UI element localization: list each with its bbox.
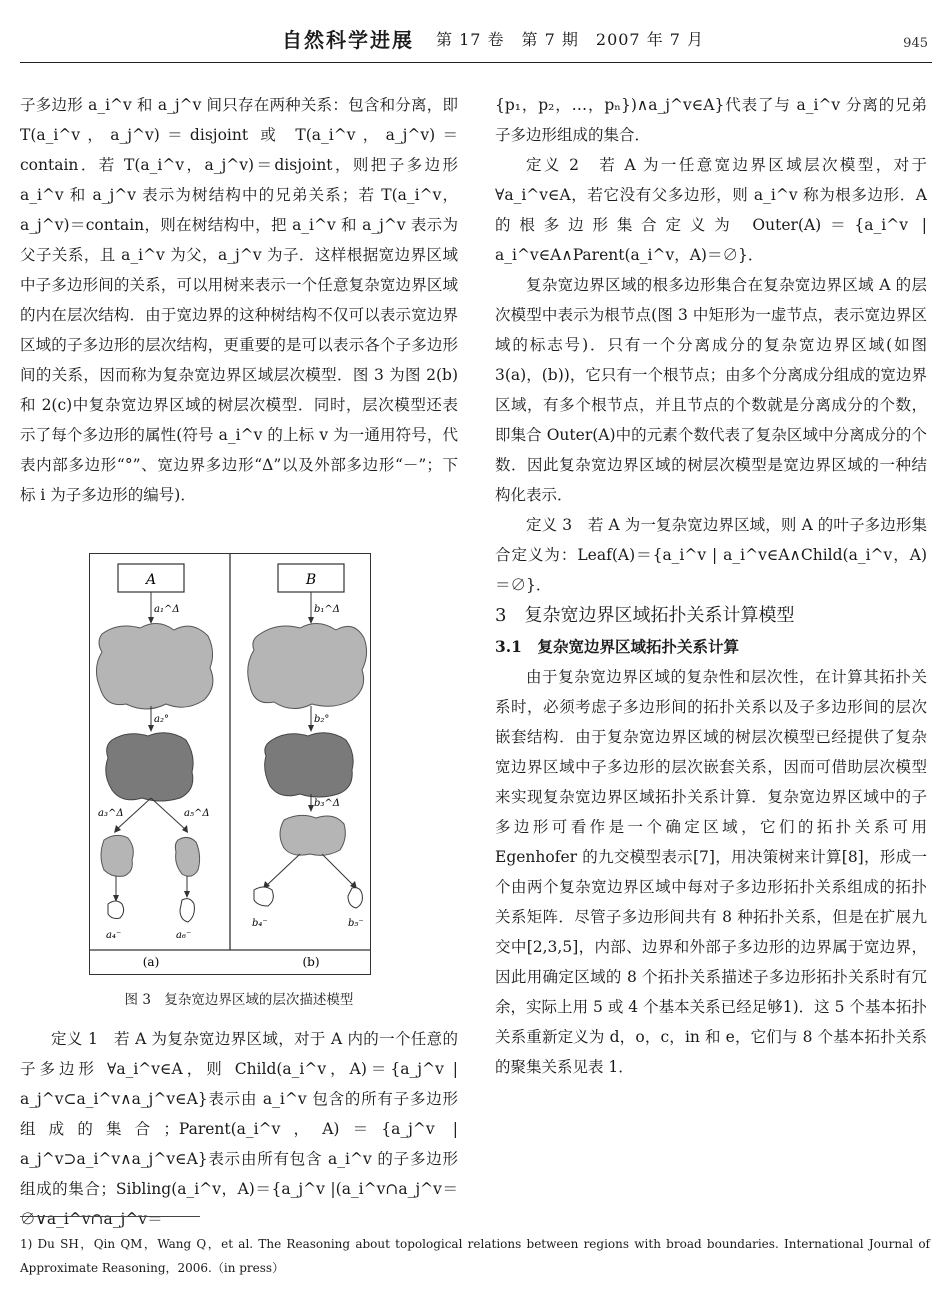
- header-rule: [20, 62, 932, 63]
- intro-paragraph: 子多边形 a_i^v 和 a_j^v 间只存在两种关系：包含和分离，即 T(a_i^v，a_j^v)＝disjoint 或 T(a_i^v，a_j^v)＝contain．若 T(a_i^v，a_j^v)＝disjoint，则把子多边形 a_i^v 和 a_j^v 表示为树结构中的兄弟关系；若 T(a_i^v，a_j^v)＝contain，则在树结构中，把 a_i^v 和 a_j^v 表示为父子关系，且 a_i^v 为父，a_j^v 为子．这样根据宽边界区域中子多边形间的关系，可以用树来表示一个任意复杂宽边界区域的内在层次结构．由于宽边界的这种树结构不仅可以表示宽边界区域的子多边形的层次结构，更重要的是可以表示各个子多边形间的关系，因而称为复杂宽边界区域层次模型．图 3 为图 2(b)和 2(c)中复杂宽边界区域的树层次模型．同时，层次模型还表示了每个多边形的属性(符号 a_i^v 的上标 v 为一通用符号，代表内部多边形“°”、宽边界多边形“Δ”以及外部多边形“－”；下标 i 为子多边形的编号)．: [20, 96, 458, 504]
- exterior-polygon-b5: [348, 888, 362, 908]
- definition-3: 定义 3 若 A 为一复杂宽边界区域，则 A 的叶子多边形集合定义为：Leaf(A)＝{a_i^v | a_i^v∈A∧Child(a_i^v，A)＝∅}．: [495, 516, 927, 594]
- edge-label-a1: a₁^Δ: [154, 604, 180, 615]
- edge-label-b1: b₁^Δ: [314, 604, 341, 615]
- exterior-polygon-a4: [108, 901, 124, 919]
- figure-3: [89, 553, 371, 975]
- broad-boundary-polygon-b1: [248, 623, 367, 708]
- exterior-polygon-b4: [254, 887, 273, 906]
- root-set-paragraph: 复杂宽边界区域的根多边形集合在复杂宽边界区域 A 的层次模型中表示为根节点(图 3 中矩形为一虚节点，表示宽边界区域的标志号)．只有一个分离成分的复杂宽边界区域(如图 3(a)，(b))，它只有一个根节点；由多个分离成分组成的宽边界区域，有多个根节点，并且节点的个数就是分离成分的个数，即集合 Outer(A)中的元素个数代表了复杂区域中分离成分的个数．因此复杂宽边界区域的树层次模型是宽边界区域的一种结构化表示．: [495, 276, 927, 504]
- issue-info: 第 17 卷 第 7 期 2007 年 7 月: [436, 30, 705, 49]
- definition-1-continued: {p₁，p₂，…，pₙ})∧a_j^v∈A}代表了与 a_i^v 分离的兄弟子多边形组成的集合．: [495, 96, 927, 144]
- edge-label-a3: a₃^Δ: [98, 808, 124, 819]
- left-column-bottom: [20, 1024, 458, 1234]
- right-column: [495, 90, 927, 1082]
- leaf-label-a4: a₄⁻: [106, 930, 122, 941]
- root-label-b: B: [305, 572, 317, 588]
- broad-boundary-polygon-a1: [96, 623, 212, 709]
- broad-boundary-polygon-b3: [280, 815, 345, 855]
- leaf-label-a6: a₆⁻: [176, 930, 192, 941]
- leaf-label-b5: b₅⁻: [348, 918, 364, 929]
- footnote-rule: [20, 1216, 200, 1217]
- leaf-label-b4: b₄⁻: [252, 918, 268, 929]
- section-heading: 3 复杂宽边界区域拓扑关系计算模型: [495, 605, 795, 626]
- sublabel-a: (a): [142, 955, 160, 969]
- edge-label-b2: b₂°: [314, 714, 330, 725]
- edge-label-b3: b₃^Δ: [314, 798, 341, 809]
- topology-paragraph: 由于复杂宽边界区域的复杂性和层次性，在计算其拓扑关系时，必须考虑子多边形间的拓扑关系以及子多边形间的层次嵌套结构．由于复杂宽边界区域的树层次模型已经提供了复杂宽边界区域中子多边形的层次嵌套关系，因而可借助层次模型来实现复杂宽边界区域拓扑关系计算．复杂宽边界区域中的子多边形可看作是一个确定区域，它们的拓扑关系可用 Egenhofer 的九交模型表示[7]，用决策树来计算[8]，形成一个由两个复杂宽边界区域中每对子多边形拓扑关系组成的拓扑关系矩阵．尽管子多边形间共有 8 种拓扑关系，但是在扩展九交中[2,3,5]，内部、边界和外部子多边形的边界属于宽边界，因此用确定区域的 8 个拓扑关系描述子多边形拓扑关系时有冗余，实际上用 5 或 4 个基本关系已经足够1)．这 5 个基本拓扑关系重新定义为 d，o，c，in 和 e，它们与 8 个基本拓扑关系的聚集关系见表 1．: [495, 668, 927, 1076]
- figure-caption: 图 3 复杂宽边界区域的层次描述模型: [124, 992, 354, 1008]
- left-column: [20, 90, 458, 510]
- definition-1: 定义 1 若 A 为复杂宽边界区域，对于 A 内的一个任意的子多边形 ∀a_i^v∈A，则 Child(a_i^v，A)＝{a_j^v | a_j^v⊂a_i^v∧a_j^v∈A}表示由 a_i^v 包含的所有子多边形组成的集合；Parent(a_i^v，A)＝{a_j^v | a_j^v⊃a_i^v∧a_j^v∈A}表示由所有包含 a_i^v 的子多边形组成的集合；Sibling(a_i^v，A)＝{a_j^v |(a_i^v∩a_j^v＝∅∨a_i^v∩a_j^v＝: [20, 1030, 458, 1228]
- page-header: [20, 22, 932, 56]
- page-number: 945: [903, 36, 928, 51]
- footnote: 1) Du SH，Qin QM，Wang Q，et al. The Reasoning about topological relations between regions with broad boundaries. International Journal of Approximate Reasoning，2006.（in press）: [20, 1237, 930, 1275]
- edge-label-a2: a₂°: [154, 714, 169, 725]
- sublabel-b: (b): [302, 955, 320, 969]
- exterior-polygon-a6: [180, 899, 194, 922]
- broad-boundary-polygon-a3: [101, 835, 133, 876]
- edge-label-a5: a₅^Δ: [184, 808, 210, 819]
- interior-polygon-a2: [106, 733, 193, 801]
- definition-2: 定义 2 若 A 为一任意宽边界区域层次模型，对于∀a_i^v∈A，若它没有父多边形，则 a_i^v 称为根多边形．A 的根多边形集合定义为 Outer(A)＝{a_i^v | a_i^v∈A∧Parent(a_i^v，A)＝∅}．: [495, 156, 927, 264]
- interior-polygon-b2: [265, 733, 353, 797]
- hierarchy-diagram: [90, 554, 370, 974]
- subsection-heading: 3.1 复杂宽边界区域拓扑关系计算: [495, 637, 739, 656]
- journal-title: 自然科学进展: [282, 28, 414, 52]
- root-label-a: A: [145, 572, 157, 588]
- broad-boundary-polygon-a5: [175, 837, 199, 876]
